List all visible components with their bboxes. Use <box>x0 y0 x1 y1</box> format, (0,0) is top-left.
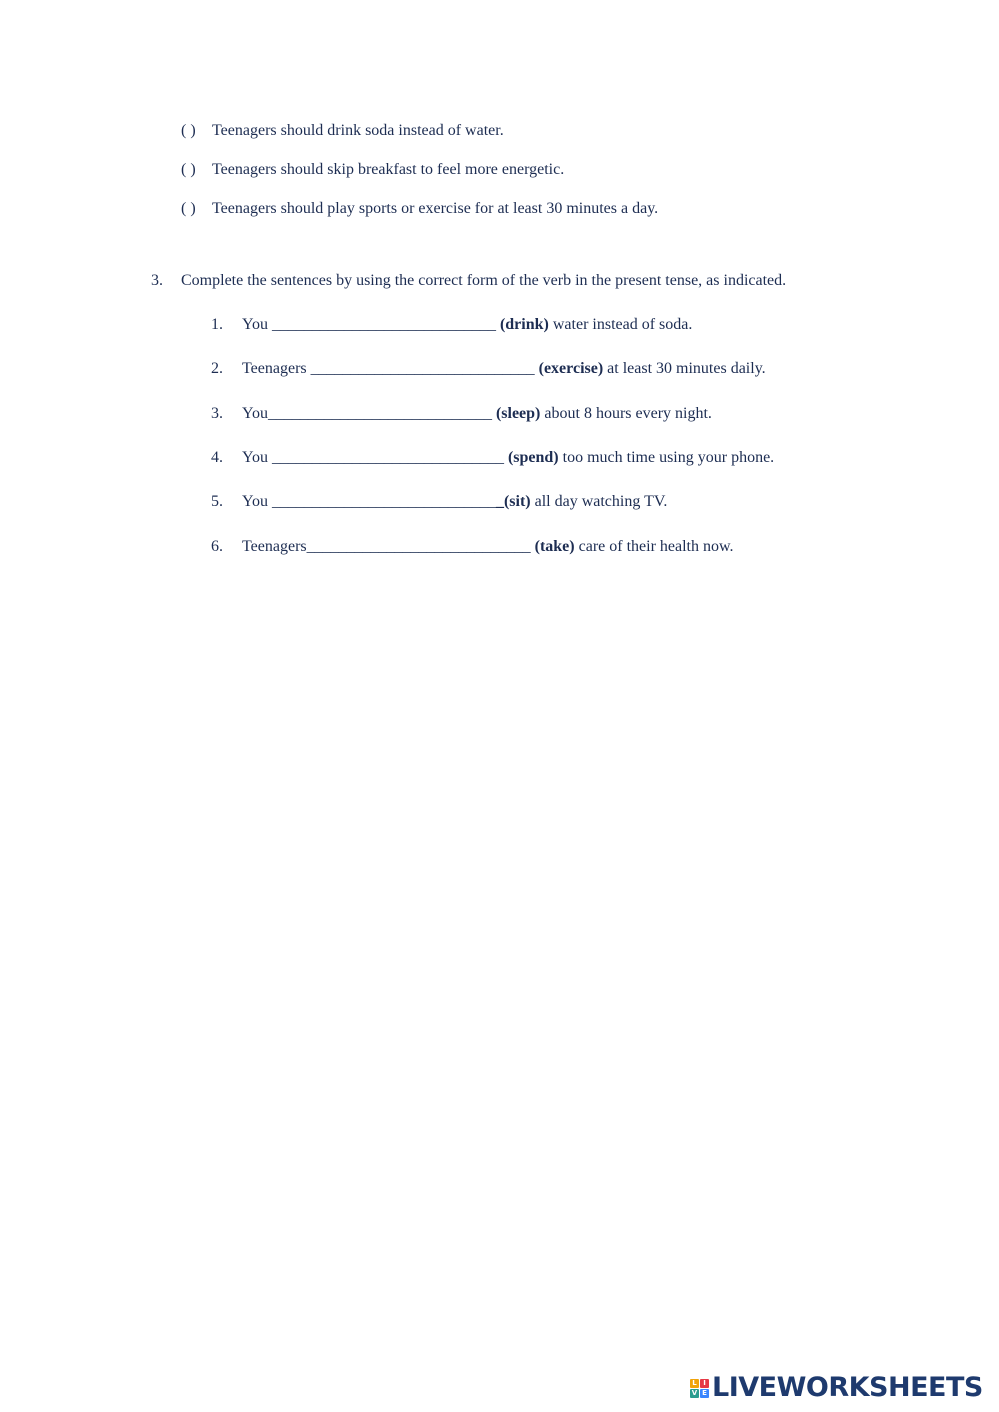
sentence-rest: too much time using your phone. <box>558 449 775 466</box>
statement-text: Teenagers should drink soda instead of water. <box>212 122 504 139</box>
verb-hint: (take) <box>534 538 575 555</box>
sentence-number: 3. <box>211 405 223 422</box>
verb-hint: (sleep) <box>495 405 541 422</box>
sentence-number: 2. <box>211 360 223 377</box>
live-tiles-icon <box>690 1379 709 1398</box>
verb-hint: _(sit) <box>495 493 531 510</box>
verb-hint: (spend) <box>507 449 559 466</box>
sentence-number: 6. <box>211 538 223 555</box>
sentence-blank[interactable]: You ____________________________ <box>242 316 500 333</box>
answer-bracket[interactable]: ( ) <box>181 122 196 139</box>
sentence-rest: about 8 hours every night. <box>540 405 712 422</box>
true-false-item-1 <box>181 121 504 141</box>
sentence-4 <box>211 448 774 468</box>
sentence-rest: water instead of soda. <box>548 316 693 333</box>
verb-hint: (drink) <box>499 316 549 333</box>
verb-hint: (exercise) <box>538 360 604 377</box>
sentence-3 <box>211 404 712 424</box>
liveworksheets-logo <box>690 1373 983 1403</box>
logo-wordmark: LIVEWORKSHEETS <box>712 1372 983 1403</box>
logo-tile-v: V <box>691 1388 698 1397</box>
sentence-blank[interactable]: You ____________________________ <box>242 493 496 510</box>
question-number: 3. <box>151 272 163 289</box>
sentence-5 <box>211 492 667 512</box>
answer-bracket[interactable]: ( ) <box>181 200 196 217</box>
question-instruction: Complete the sentences by using the correct form of the verb in the present tense, as indicated. <box>181 272 787 289</box>
sentence-number: 1. <box>211 316 223 333</box>
sentence-rest: at least 30 minutes daily. <box>603 360 766 377</box>
sentence-rest: care of their health now. <box>574 538 734 555</box>
sentence-rest: all day watching TV. <box>530 493 668 510</box>
sentence-number: 5. <box>211 493 223 510</box>
sentence-blank[interactable]: You _____________________________ <box>242 449 508 466</box>
answer-bracket[interactable]: ( ) <box>181 161 196 178</box>
true-false-item-3 <box>181 199 658 219</box>
question-3-heading <box>151 271 786 291</box>
sentence-2 <box>211 359 766 379</box>
true-false-item-2 <box>181 160 564 180</box>
logo-tile-l: L <box>690 1379 699 1388</box>
statement-text: Teenagers should skip breakfast to feel more energetic. <box>212 161 565 178</box>
sentence-6 <box>211 537 734 557</box>
sentence-blank[interactable]: Teenagers ____________________________ <box>242 360 539 377</box>
sentence-number: 4. <box>211 449 223 466</box>
logo-tile-i: I <box>700 1379 709 1388</box>
sentence-blank[interactable]: Teenagers____________________________ <box>242 538 535 555</box>
sentence-blank[interactable]: You____________________________ <box>242 405 496 422</box>
statement-text: Teenagers should play sports or exercise for at least 30 minutes a day. <box>212 200 659 217</box>
logo-tile-e: E <box>700 1389 709 1398</box>
sentence-1 <box>211 315 692 335</box>
